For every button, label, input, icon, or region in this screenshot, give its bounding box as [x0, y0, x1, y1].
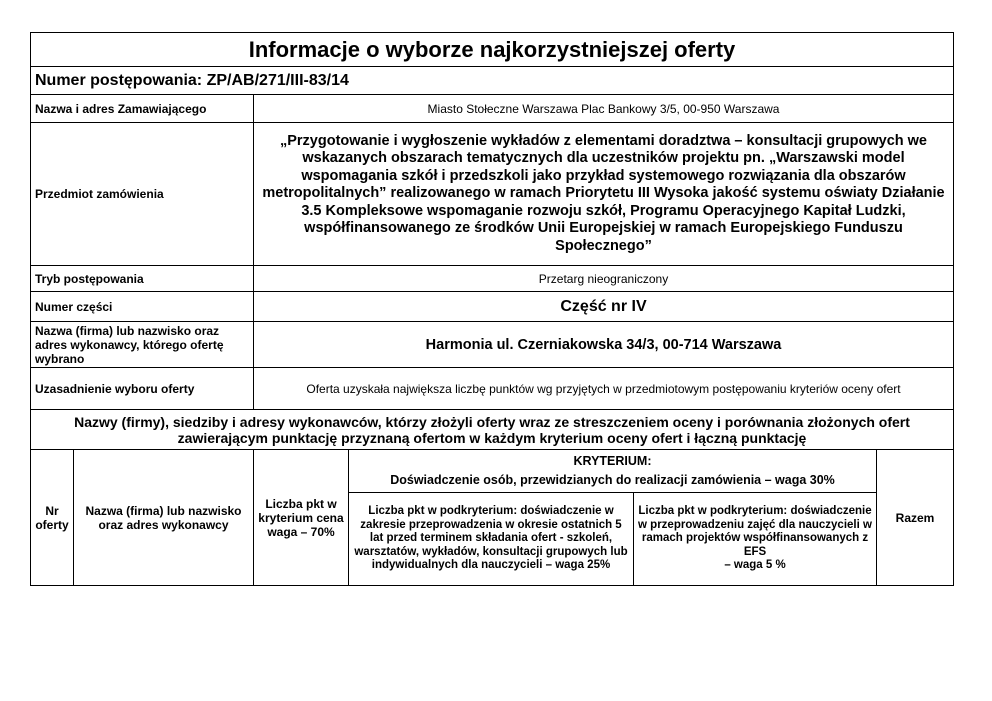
proceeding-number-label: Numer postępowania: [35, 71, 203, 89]
part-number-value: Część nr IV [254, 292, 954, 322]
offer-number-header: Nr oferty [31, 450, 74, 586]
selected-contractor-label: Nazwa (firma) lub nazwisko oraz adres wykonawcy, którego ofertę wybrano [31, 322, 254, 368]
justification-label: Uzasadnienie wyboru oferty [31, 368, 254, 410]
contractor-name-header: Nazwa (firma) lub nazwisko oraz adres wykonawcy [74, 450, 254, 586]
subcriterion-efs-weight: – waga 5 % [724, 559, 786, 572]
subcriterion-efs-text: Liczba pkt w podkryterium: doświadczenie w przeprowadzeniu zajęć dla nauczycieli w ramach projektów współfinansowanych z EFS [638, 505, 872, 558]
contracting-authority-label: Nazwa i adres Zamawiającego [31, 95, 254, 123]
criterion-header [349, 450, 877, 493]
procedure-mode-value: Przetarg nieograniczony [254, 266, 954, 292]
page-title: Informacje o wyborze najkorzystniejszej oferty [31, 33, 954, 67]
subcriterion-efs-header [634, 493, 877, 586]
info-table [30, 32, 954, 586]
proceeding-number-value: ZP/AB/271/III-83/14 [206, 71, 349, 89]
offers-heading: Nazwy (firmy), siedziby i adresy wykonawców, którzy złożyli oferty wraz ze streszczeniem oceny i porównania złożonych ofert zawierającym punktację przyznaną ofertom w każdym kryterium oceny ofert i łączną punktację [31, 410, 954, 450]
subcriterion-experience-header: Liczba pkt w podkryterium: doświadczenie w zakresie przeprowadzenia w okresie ostatnich 5 lat przed terminem składania ofert - szkoleń, warsztatów, wykładów, konsultacji grupowych lub indywidualnych dla nauczycieli – waga 25% [349, 493, 634, 586]
subject-label: Przedmiot zamówienia [31, 123, 254, 266]
selected-contractor-value: Harmonia ul. Czerniakowska 34/3, 00-714 Warszawa [254, 322, 954, 368]
justification-value: Oferta uzyskała największa liczbę punktów wg przyjętych w przedmiotowym postępowaniu kryteriów oceny ofert [254, 368, 954, 410]
price-criterion-header: Liczba pkt w kryterium cena waga – 70% [254, 450, 349, 586]
part-number-label: Numer części [31, 292, 254, 322]
document [30, 32, 953, 586]
total-header: Razem [877, 450, 954, 586]
criterion-name: Doświadczenie osób, przewidzianych do realizacji zamówienia – waga 30% [390, 473, 835, 487]
proceeding-number [31, 67, 954, 95]
contracting-authority-value: Miasto Stołeczne Warszawa Plac Bankowy 3/5, 00-950 Warszawa [254, 95, 954, 123]
criterion-title: KRYTERIUM: [573, 454, 652, 468]
procedure-mode-label: Tryb postępowania [31, 266, 254, 292]
subject-value: „Przygotowanie i wygłoszenie wykładów z elementami doradztwa – konsultacji grupowych we wskazanych obszarach tematycznych dla uczestników projektu pn. „Warszawski model wspomagania szkół i przedszkoli jako przykład systemowego rozwiązania dla obszarów metropolitalnych” realizowanego w ramach Priorytetu III Wysoka jakość systemu oświaty Działanie 3.5 Kompleksowe wspomaganie rozwoju szkół, Programu Operacyjnego Kapitał Ludzki, współfinansowanego ze środków Unii Europejskiej w ramach Europejskiego Funduszu Społecznego” [254, 123, 954, 266]
